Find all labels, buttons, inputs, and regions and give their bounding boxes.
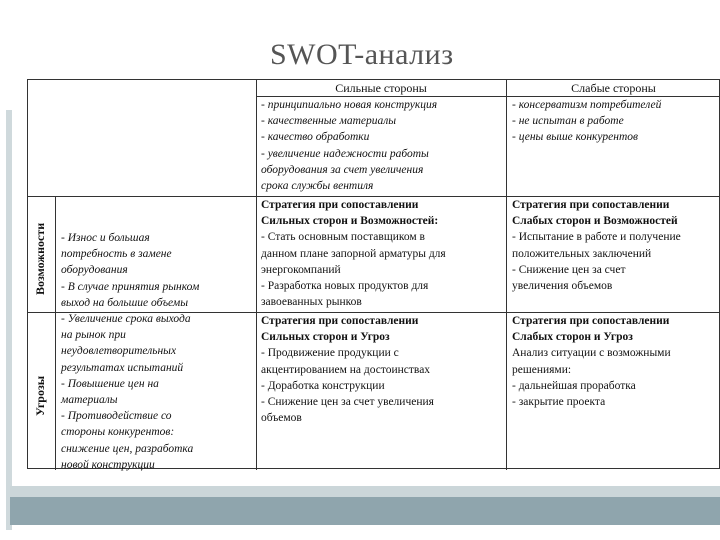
slide-bottom-band-light — [10, 486, 720, 497]
list-item: - закрытие проекта — [512, 396, 606, 409]
list-item: снижение цен, разработка — [61, 442, 194, 455]
list-item: - принципиально новая конструкция — [261, 99, 438, 111]
list-item: данном плане запорной арматуры для — [261, 247, 446, 260]
list-item: - Разработка новых продуктов для — [261, 280, 429, 293]
strategy-so-title: Сильных сторон и Возможностей: — [261, 215, 439, 228]
list-item: - Повышение цен на — [61, 377, 159, 390]
list-item: - качество обработки — [261, 131, 370, 144]
strategy-wt — [512, 313, 671, 410]
strategy-so — [261, 197, 446, 310]
list-item: положительных заключений — [512, 247, 652, 260]
list-item: результатах испытаний — [61, 361, 184, 374]
slide-title: SWOT-анализ — [270, 38, 454, 71]
weaknesses-list — [512, 97, 661, 146]
list-item: - Испытание в работе и получение — [512, 231, 681, 244]
grid-line — [506, 80, 507, 470]
list-item: оборудования за счет увеличения — [261, 163, 424, 176]
list-item: - Увеличение срока выхода — [61, 313, 191, 326]
list-item: - Стать основным поставщиком в — [261, 231, 425, 244]
list-item: на рынок при — [61, 329, 126, 342]
strategy-wo — [512, 197, 681, 294]
grid-line — [256, 80, 257, 470]
strategy-wt-title: Стратегия при сопоставлении — [512, 315, 670, 327]
side-label-opportunities: Возможности — [33, 222, 47, 295]
grid-line — [55, 196, 56, 470]
list-item: увеличения объемов — [512, 280, 613, 293]
list-item: неудовлетворительных — [61, 345, 177, 358]
list-item: - Продвижение продукции с — [261, 347, 399, 360]
list-item: новой конструкции — [61, 458, 155, 471]
list-item: - Доработка конструкции — [261, 379, 385, 392]
header-weaknesses: Слабые стороны — [571, 81, 656, 95]
threats-list — [61, 230, 199, 473]
list-item: срока службы вентиля — [261, 180, 374, 193]
strategy-so-title: Стратегия при сопоставлении — [261, 199, 419, 211]
list-item: завоеванных рынков — [261, 296, 362, 309]
list-item: решениями: — [512, 363, 572, 376]
list-item: - цены выше конкурентов — [512, 131, 638, 144]
list-item: Анализ ситуации с возможными — [512, 347, 671, 360]
list-item: энергокомпаний — [261, 263, 341, 276]
list-item: - увеличение надежности работы — [261, 147, 429, 160]
slide-left-accent — [6, 110, 12, 530]
list-item: потребность в замене — [61, 248, 172, 261]
list-item: - качественные материалы — [261, 115, 397, 128]
list-item: - консерватизм потребителей — [512, 99, 662, 111]
list-item: выход на большие объемы — [61, 296, 188, 309]
list-item: материалы — [61, 394, 118, 407]
list-item: - Противодействие со — [61, 410, 172, 423]
strategy-wo-title: Стратегия при сопоставлении — [512, 199, 670, 211]
list-item: - Снижение цен за счет — [512, 263, 626, 276]
list-item: - В случае принятия рынком — [61, 280, 200, 293]
slide-bottom-band — [10, 497, 720, 525]
list-item: акцентированием на достоинствах — [261, 363, 431, 376]
strategy-st-title: Стратегия при сопоставлении — [261, 315, 419, 327]
list-item: стороны конкурентов: — [61, 426, 175, 439]
list-item: - Снижение цен за счет увеличения — [261, 396, 434, 409]
strategy-wt-title: Слабых сторон и Угроз — [512, 331, 633, 344]
list-item: оборудования — [61, 264, 128, 277]
header-strengths: Сильные стороны — [335, 81, 427, 95]
side-label-threats: Угрозы — [33, 375, 47, 416]
swot-table — [27, 79, 720, 469]
strategy-wo-title: Слабых сторон и Возможностей — [512, 215, 678, 228]
strengths-list — [261, 97, 437, 194]
list-item: объемов — [261, 412, 302, 425]
list-item: - Износ и большая — [61, 232, 150, 244]
strategy-st — [261, 313, 434, 426]
list-item: - дальнейшая проработка — [512, 379, 636, 392]
strategy-st-title: Сильных сторон и Угроз — [261, 331, 390, 344]
list-item: - не испытан в работе — [512, 115, 624, 128]
